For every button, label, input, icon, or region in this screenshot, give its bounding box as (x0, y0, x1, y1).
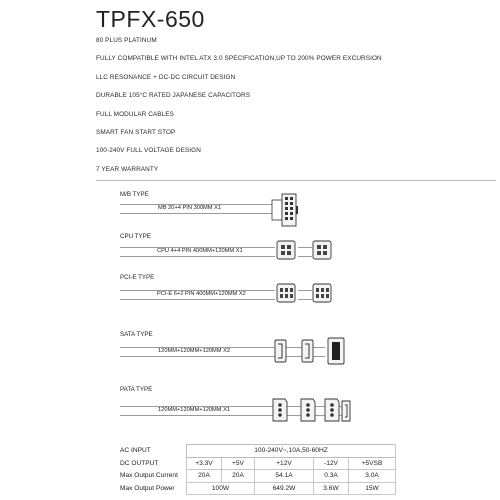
feature-item: 100-240V FULL VOLTAGE DESIGN (96, 147, 201, 155)
dc-output-label: DC OUTPUT (120, 459, 159, 467)
table-row (120, 457, 396, 470)
product-title: TPFX-650 (96, 6, 205, 32)
current-value: 3.0A (349, 470, 396, 483)
table-row (120, 482, 396, 495)
sata-connector-icon (325, 336, 347, 366)
cpu-connector-icon (275, 239, 299, 261)
current-value: 0.3A (314, 470, 349, 483)
feature-item: FULL MODULAR CABLES (96, 110, 175, 118)
sata-connector-icon (299, 338, 317, 364)
sata-type-label: SATA TYPE (120, 331, 153, 338)
pata-type-label: PATA TYPE (120, 386, 153, 393)
power-value: 100W (187, 482, 255, 495)
rail-header: -12V (314, 457, 349, 470)
rail-header: +3.3V (187, 457, 222, 470)
sata-cable-spec: 120MM+120MM+120MM X2 (158, 348, 231, 354)
pata-molex-connector-icon (298, 396, 318, 424)
current-value: 20A (187, 470, 222, 483)
rail-header: +5V (222, 457, 255, 470)
pata-molex-connector-icon (270, 396, 290, 424)
pata-cable-spec: 120MM+120MM+120MM X1 (158, 407, 231, 413)
feature-item: 80 PLUS PLATINUM (96, 37, 157, 44)
pata-molex-connector-icon (322, 396, 342, 424)
pcie-cable-spec: PCI-E 6+2 PIN 400MM+120MM X2 (157, 291, 246, 297)
cpu-cable-extension (298, 247, 312, 257)
cpu-type-label: CPU TYPE (120, 233, 151, 240)
pcie-type-label: PCI-E TYPE (120, 274, 155, 281)
feature-item: LLC RESONANCE + DC-DC CIRCUIT DESIGN (96, 73, 236, 81)
pcie-cable-extension (298, 290, 312, 300)
section-divider (96, 180, 496, 181)
pcie-connector-icon (311, 282, 335, 304)
power-value: 15W (349, 482, 396, 495)
cpu-cable-spec: CPU 4+4 PIN 400MM+120MM X1 (157, 248, 243, 254)
feature-item: 7 YEAR WARRANTY (96, 165, 159, 173)
max-current-label: Max Output Current (120, 472, 178, 480)
mb-type-label: M/B TYPE (120, 191, 149, 198)
cpu-connector-icon (311, 239, 335, 261)
current-value: 20A (222, 470, 255, 483)
max-power-label: Max Output Power (120, 484, 175, 492)
table-row (120, 445, 396, 458)
mb-24pin-connector-icon (270, 192, 300, 228)
mb-cable-spec: MB 20+4 PIN 300MM X1 (158, 205, 222, 211)
current-value: 54.1A (255, 470, 314, 483)
power-value: 3.6W (314, 482, 349, 495)
feature-item: FULLY COMPATIBLE WITH INTEL ATX 3.0 SPECIFICATION,UP TO 200% POWER EXCURSION (96, 55, 382, 63)
power-value: 649.2W (255, 482, 314, 495)
pcie-connector-icon (275, 282, 299, 304)
spec-table (120, 444, 396, 495)
feature-list (96, 36, 382, 183)
sata-connector-icon (272, 338, 290, 364)
ac-input-label: AC INPUT (120, 447, 151, 455)
table-row (120, 470, 396, 483)
pata-floppy-connector-icon (340, 398, 354, 424)
rail-header: +5VSB (349, 457, 396, 470)
feature-item: SMART FAN START STOP (96, 128, 176, 136)
feature-item: DURABLE 105°C RATED JAPANESE CAPACITORS (96, 92, 251, 100)
rail-header: +12V (255, 457, 314, 470)
ac-input-value: 100-240V~,10A,50-60HZ (187, 445, 396, 458)
